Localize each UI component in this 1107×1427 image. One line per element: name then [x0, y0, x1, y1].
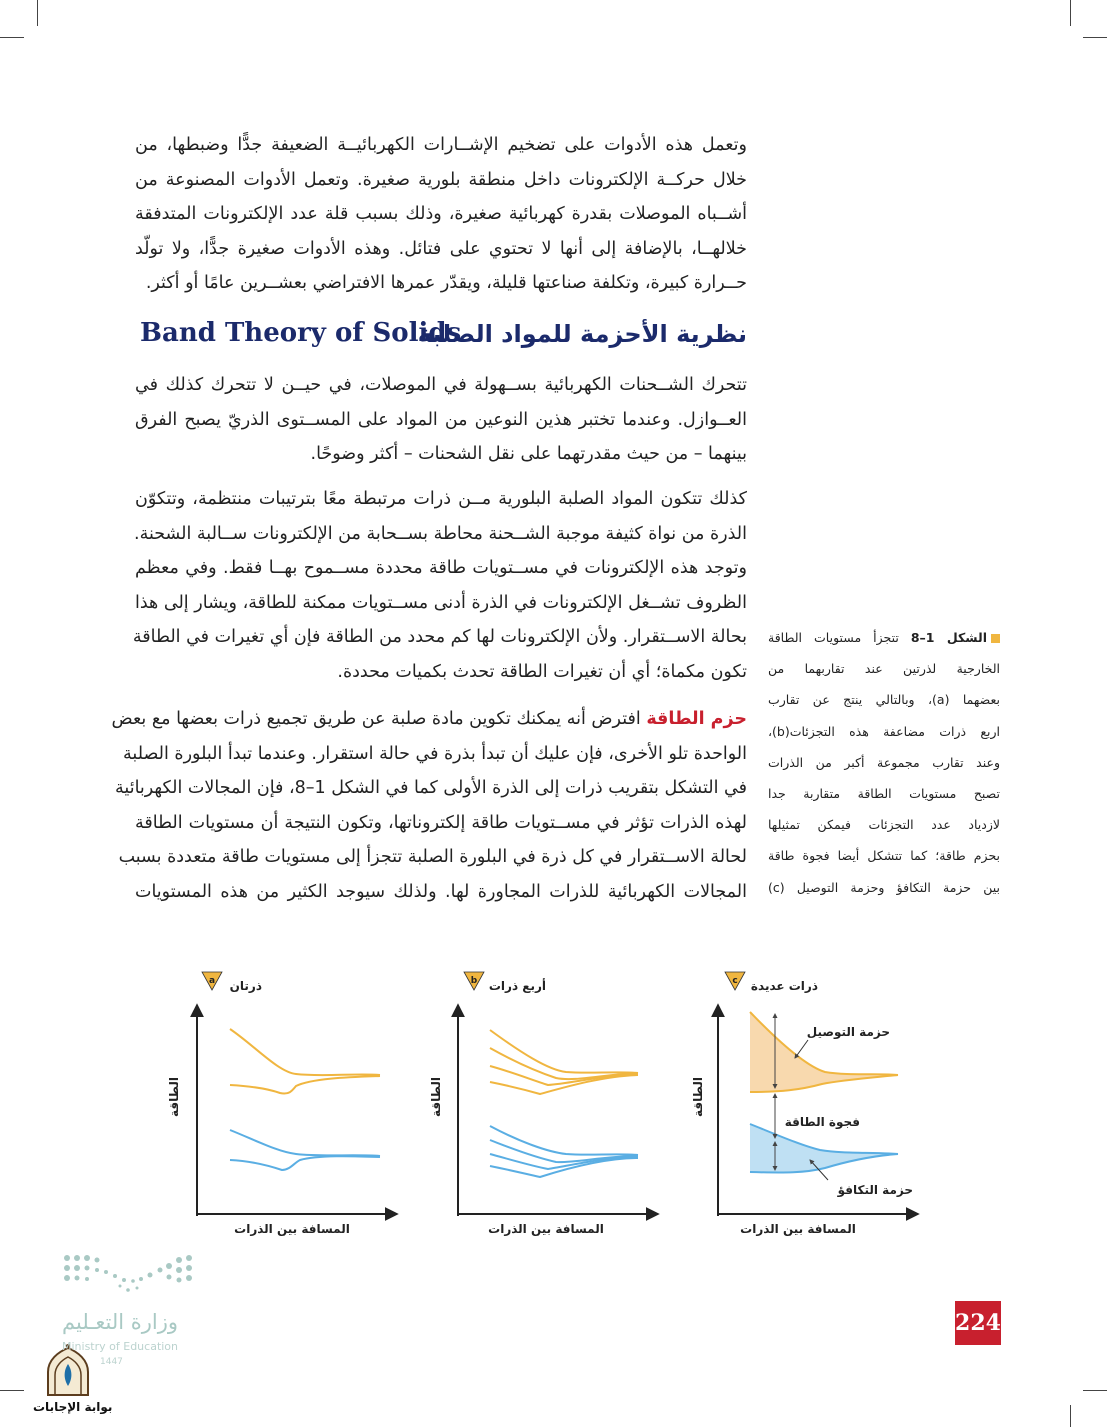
- text-line: أشــباه الموصلات بقدرة كهربائية صغيرة، وذلك بسبب قلة عدد الإلكترونات المتدفقة: [135, 204, 747, 225]
- ministry-logo-icon: [64, 1255, 192, 1292]
- x-axis-label: المسافة بين الذرات: [234, 1222, 350, 1236]
- text-line: في التشكل بتقريب ذرات إلى الذرة الأولى كما في الشكل 1–8، فإن المجالات الكهربائية: [115, 778, 747, 799]
- caption-line: بحزم طاقة؛ كما تتشكل أيضا فجوة طاقة: [768, 848, 1000, 864]
- panel-badge-c: [725, 972, 745, 990]
- panel-letter: b: [470, 976, 478, 986]
- diagram-two-atoms: [167, 972, 396, 1236]
- conduction-band-pointer: [795, 1040, 808, 1058]
- section-heading-arabic: نظرية الأحزمة للمواد الصلبة: [417, 320, 747, 348]
- site-name[interactable]: بوابة الإجابات: [33, 1400, 113, 1414]
- energy-gap-label: فجوة الطاقة: [784, 1115, 860, 1129]
- caption-line: لازدياد عدد التجزئات فيمكن تمثيلها: [768, 817, 1000, 833]
- caption-line: وعند تقارب مجموعة أكبر من الذرات: [768, 754, 1000, 770]
- orange-level-lower: [230, 1076, 380, 1094]
- valence-band-fill: [750, 1124, 898, 1173]
- caption-line: الخارجية لذرتين عند تقاربهما من: [768, 661, 1000, 677]
- text-line: بحالة الاســتقرار. ولأن الإلكترونات لها كم محدد من الطاقة فإن أي تغيرات في الطاقة: [132, 627, 747, 648]
- caption-line: تصبح مستويات الطاقة متقاربة جدا: [768, 786, 1000, 802]
- text-line: كذلك تتكون المواد الصلبة البلورية مــن ذرات مرتبطة معًا بترتيبات منتظمة، وتتكوّن: [135, 489, 747, 509]
- y-axis-label: الطاقة: [691, 1077, 705, 1117]
- orange-level-upper: [230, 1029, 380, 1075]
- keyword-energy-bands: حزم الطاقة: [646, 709, 747, 729]
- page-number: 224: [955, 1301, 1001, 1345]
- caption-label: الشكل 1–8: [910, 630, 987, 645]
- y-axis-label: الطاقة: [429, 1077, 443, 1117]
- orange-level-2: [490, 1048, 638, 1079]
- orange-level-1: [490, 1030, 638, 1073]
- orange-level-4: [490, 1075, 638, 1094]
- panel-title: ذرات عديدة: [750, 979, 818, 993]
- x-axis-label: المسافة بين الذرات: [740, 1222, 856, 1236]
- panel-letter: c: [732, 976, 738, 986]
- text-line: خلالهــا، بالإضافة إلى أنها لا تحتوي على فتائل. وهذه الأدوات صغيرة جدًّا، ولا تولّد: [135, 238, 747, 259]
- text-line: بينهما – من حيث مقدرتهما على نقل الشحنات – أكثر وضوحًا.: [310, 444, 747, 465]
- caption-text: تتجزأ مستويات الطاقة: [768, 630, 899, 645]
- text-fragment: افترض أنه يمكنك تكوين مادة صلبة عن طريق تجميع ذرات بعضها مع بعض: [111, 709, 641, 729]
- text-line: تكون مكماة؛ أي أن تغيرات الطاقة تحدث بكميات محددة.: [337, 661, 747, 682]
- text-line: خلال حركــة الإلكترونات داخل منطقة بلورية صغيرة. وتعمل الأدوات المصنوعة من: [135, 169, 747, 190]
- conduction-band-fill: [750, 1012, 898, 1092]
- blue-level-lower: [230, 1156, 380, 1170]
- text-line: لحالة الاســتقرار في كل ذرة في البلورة الصلبة تتجزأ إلى مستويات طاقة متعددة بسبب: [118, 847, 747, 868]
- panel-badge-b: [464, 972, 484, 990]
- x-axis-label: المسافة بين الذرات: [488, 1222, 604, 1236]
- section-heading-english: Band Theory of Solids: [140, 318, 462, 348]
- ministry-year: 1447: [100, 1357, 123, 1367]
- blue-level-1: [490, 1126, 638, 1155]
- text-line: العــوازل. وعندما تختبر هذين النوعين من المواد على المســتوى الذريّ يصبح الفرق: [135, 409, 747, 430]
- diagram-four-atoms: [429, 972, 657, 1236]
- blue-level-upper: [230, 1130, 380, 1156]
- panel-title: ذرتان: [229, 979, 262, 993]
- caption-line: بين حزمة التكافؤ وحزمة التوصيل (c): [768, 879, 1000, 895]
- diagram-many-atoms: [691, 972, 917, 1236]
- valence-band-label: حزمة التكافؤ: [837, 1183, 913, 1197]
- text-line: الواحدة تلو الأخرى، فإن عليك أن تبدأ بذرة في حالة استقرار. وعندما تبدأ البلورة الصلبة: [123, 743, 747, 764]
- caption-line: اربع ذرات مضاعفة هذه التجزئات(b)،: [768, 723, 1000, 739]
- panel-badge-a: [202, 972, 222, 990]
- text-line: حــرارة كبيرة، وتكلفة صناعتها قليلة، ويقدّر عمرها الافتراضي بعشــرين عامًا أو أكثر.: [145, 273, 747, 294]
- ministry-name-english: Ministry of Education: [62, 1340, 179, 1353]
- ministry-name-arabic: وزارة التعـليم: [62, 1310, 179, 1334]
- text-line: وتعمل هذه الأدوات على تضخيم الإشــارات الكهربائيــة الضعيفة جدًّا وضبطها، من: [135, 135, 747, 155]
- text-line: وتوجد هذه الإلكترونات في مســتويات طاقة محددة مســموح بهــا فقط. وفي معظم: [135, 558, 747, 579]
- y-axis-label: الطاقة: [167, 1077, 181, 1117]
- text-line: تتحرك الشــحنات الكهربائية بســهولة في الموصلات، في حيــن لا تتحرك كذلك في: [135, 375, 747, 395]
- text-line: المجالات الكهربائية للذرات المجاورة لها. ولذلك سيوجد الكثير من هذه المستويات: [135, 881, 747, 902]
- orange-level-3: [490, 1066, 638, 1085]
- caption-line: بعضهما (a)، وبالتالي ينتج عن تقارب: [768, 692, 1000, 708]
- conduction-band-label: حزمة التوصيل: [806, 1025, 890, 1039]
- panel-title: أربع ذرات: [488, 979, 546, 993]
- text-line: الظروف تشــغل الإلكترونات في الذرة أدنى مســتويات ممكنة للطاقة، ويشار إلى هذا: [135, 592, 747, 613]
- panel-letter: a: [208, 976, 216, 986]
- text-line: لهذه الذرات تؤثر في مســتويات طاقة إلكتروناتها، وتكون النتيجة أن مستويات الطاقة: [135, 812, 747, 833]
- text-line: الذرة من نواة كثيفة موجبة الشــحنة محاطة بســحابة من الإلكترونات ســالبة الشحنة.: [134, 523, 747, 544]
